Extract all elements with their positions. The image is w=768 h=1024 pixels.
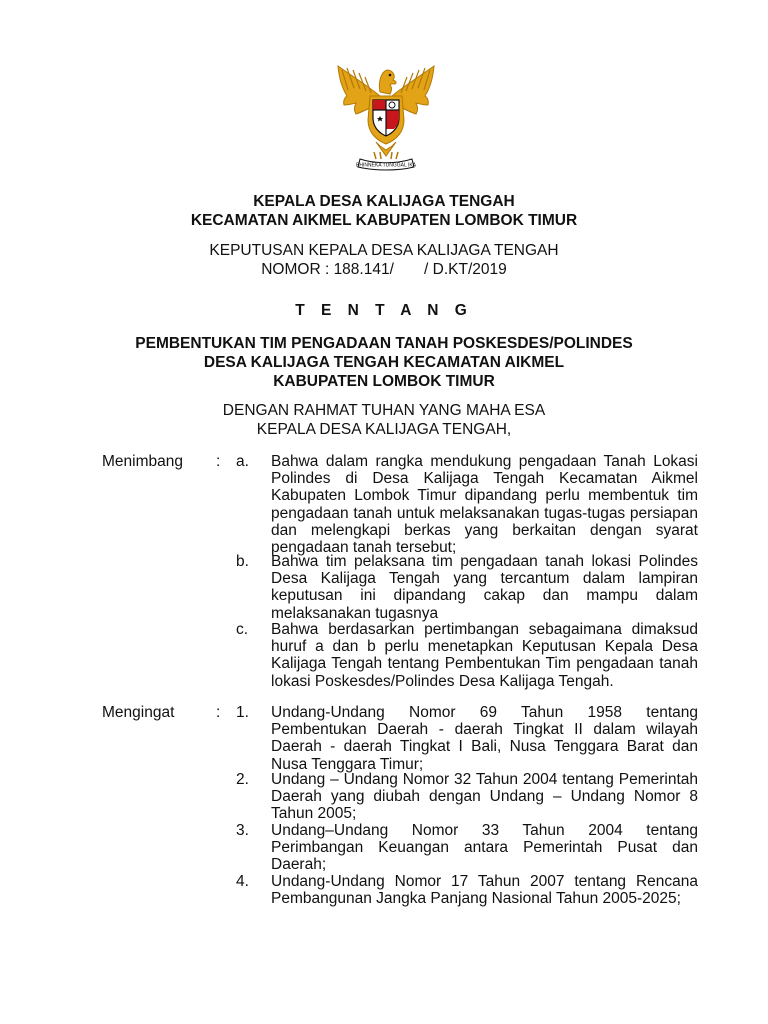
menimbang-item-line: Bahwa berdasarkan pertimbangan sebagaimana dimaksud [271, 621, 698, 638]
emblem-ribbon-text: BHINNEKA TUNGGAL IKA [355, 162, 417, 169]
mengingat-item-marker: 4. [236, 873, 249, 890]
decree-number: NOMOR : 188.141/ / D.KT/2019 [261, 261, 507, 278]
menimbang-item-line: melaksanakan tugasnya [271, 604, 439, 622]
mengingat-item-line: Nusa Tenggara Timur; [271, 755, 424, 773]
opening-statement [0, 401, 768, 439]
menimbang-item-line: huruf a dan b perlu menetapkan Keputusan Kepala Desa [271, 638, 698, 656]
menimbang-item-text [271, 621, 698, 690]
menimbang-item-line: dan melengkapi berkas yang berkaitan dengan syarat [271, 521, 698, 539]
menimbang-item-line: pengadaan tanah tersebut; [271, 539, 457, 557]
menimbang-item-marker: a. [236, 453, 249, 470]
mengingat-item-line: Pembangunan Jangka Panjang Nasional Tahun 2005-2025; [271, 890, 681, 908]
mengingat-item-line: Perimbangan Keuangan antara Pemerintah Pusat dan [271, 839, 698, 857]
menimbang-item-line: Polindes di Desa Kalijaga Tengah Kecamatan Aikmel [271, 470, 698, 488]
decree-heading [0, 241, 768, 279]
menimbang-item-line: lokasi Poskesdes/Polindes Desa Kalijaga Tengah. [271, 672, 614, 690]
garuda-emblem-icon [330, 56, 442, 178]
mengingat-item-text [271, 873, 698, 907]
mengingat-item-marker: 2. [236, 771, 249, 788]
mengingat-item-line: Daerah; [271, 856, 327, 874]
mengingat-item-line: Pembentukan Daerah - daerah Tingkat II dalam wilayah [271, 721, 698, 739]
mengingat-item-line: Daerah - daerah Tingkat I Bali, Nusa Tenggara Barat dan [271, 738, 698, 756]
mengingat-item-marker: 3. [236, 822, 249, 839]
issuer-line-2: KECAMATAN AIKMEL KABUPATEN LOMBOK TIMUR [190, 212, 578, 229]
menimbang-item-line: Kabupaten Lombok Timur dipandang perlu membentuk tim [271, 487, 698, 505]
menimbang-item-line: keputusan ini dipandang cakap dan mampu dalam [271, 587, 698, 605]
menimbang-label: Menimbang [102, 453, 183, 470]
mengingat-item-line: Undang–Undang Nomor 33 Tahun 2004 tentang [271, 822, 698, 839]
opening-line-2: KEPALA DESA KALIJAGA TENGAH, [256, 421, 512, 438]
menimbang-item-text [271, 453, 698, 556]
mengingat-item-line: Undang – Undang Nomor 32 Tahun 2004 tentang Pemerintah [271, 771, 698, 788]
subject-line-3: KABUPATEN LOMBOK TIMUR [273, 373, 495, 390]
issuer-heading [0, 192, 768, 230]
menimbang-item-marker: c. [236, 621, 249, 638]
menimbang-item-text [271, 553, 698, 622]
mengingat-label: Mengingat [102, 704, 175, 721]
menimbang-item-line: Kalijaga Tengah tentang Pembentukan Tim pengadaan tanah [271, 655, 698, 673]
menimbang-item-line: Bahwa tim pelaksana tim pengadaan tanah lokasi Polindes [271, 553, 698, 570]
decree-subject [0, 334, 768, 391]
opening-line-1: DENGAN RAHMAT TUHAN YANG MAHA ESA [222, 402, 546, 419]
menimbang-item-line: Bahwa dalam rangka mendukung pengadaan Tanah Lokasi [271, 453, 698, 470]
issuer-line-1: KEPALA DESA KALIJAGA TENGAH [253, 193, 515, 210]
mengingat-item-line: Undang-Undang Nomor 69 Tahun 1958 tentang [271, 704, 698, 721]
mengingat-item-text [271, 822, 698, 874]
decree-title: KEPUTUSAN KEPALA DESA KALIJAGA TENGAH [209, 242, 559, 259]
menimbang-item-line: Desa Kalijaga Tengah yang tercantum dalam lampiran [271, 570, 698, 588]
subject-line-1: PEMBENTUKAN TIM PENGADAAN TANAH POSKESDES/POLINDES [135, 335, 633, 352]
menimbang-item-line: pengadaan tanah untuk melaksanakan tugas-tugas persiapan [271, 504, 698, 522]
mengingat-colon: : [216, 704, 221, 721]
menimbang-item-marker: b. [236, 553, 249, 570]
mengingat-item-line: Tahun 2005; [271, 805, 357, 823]
tentang-heading: T E N T A N G [295, 302, 473, 319]
subject-line-2: DESA KALIJAGA TENGAH KECAMATAN AIKMEL [203, 354, 565, 371]
mengingat-item-line: Daerah yang diubah dengan Undang – Undang Nomor 8 [271, 788, 698, 806]
mengingat-item-marker: 1. [236, 704, 249, 721]
mengingat-item-text [271, 771, 698, 823]
mengingat-item-line: Undang-Undang Nomor 17 Tahun 2007 tentang Rencana [271, 873, 698, 890]
mengingat-item-text [271, 704, 698, 773]
menimbang-colon: : [216, 453, 221, 470]
